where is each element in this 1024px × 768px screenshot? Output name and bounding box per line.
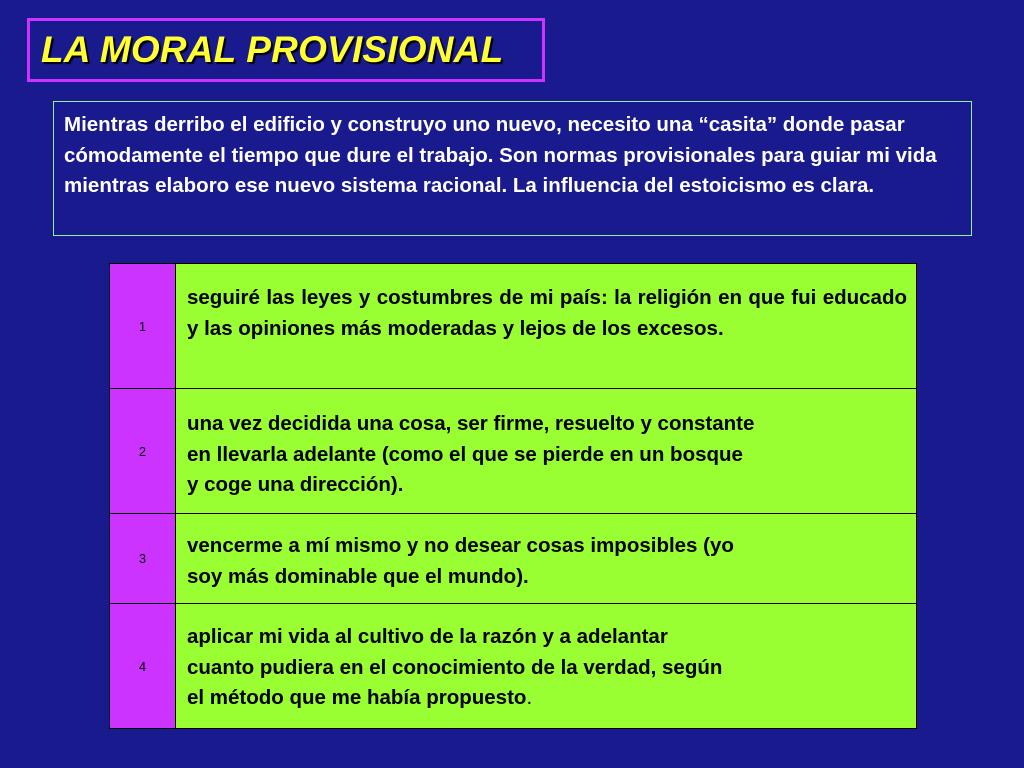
rule-number-cell	[110, 389, 176, 513]
rule-text-cell	[176, 264, 916, 388]
rule-number: 3	[138, 551, 147, 566]
rule-number-cell	[110, 264, 176, 388]
title-box	[27, 18, 545, 82]
rule-text-line: y coge una dirección).	[187, 473, 404, 496]
table-row	[110, 388, 916, 513]
rule-text-line: aplicar mi vida al cultivo de la razón y a adelantar	[187, 625, 668, 648]
rule-number: 2	[138, 443, 147, 459]
slide-title: LA MORAL PROVISIONAL	[41, 29, 504, 70]
rules-table	[109, 263, 917, 729]
rule-text-period: .	[526, 686, 533, 709]
table-row	[110, 264, 916, 388]
rule-text-line: soy más dominable que el mundo).	[187, 564, 529, 588]
rule-number-cell	[110, 514, 176, 603]
rule-text-line: cuanto pudiera en el conocimiento de la verdad, según	[187, 655, 723, 679]
intro-text: Mientras derribo el edificio y construyo uno nuevo, necesito una “casita” donde pasar cómodamente el tiempo que dure el trabajo. Son normas provisionales para guiar mi vida mientras elaboro ese nuevo sistema racional. La influencia del estoicismo es clara.	[64, 113, 937, 197]
rule-number: 4	[138, 658, 147, 674]
rule-text-cell	[176, 389, 916, 513]
rule-text-cell	[176, 514, 916, 603]
rule-text-cell	[176, 604, 916, 728]
rule-text-line: el método que me había propuesto	[187, 686, 527, 709]
intro-box	[53, 101, 972, 236]
rule-text-line: en llevarla adelante (como el que se pierde en un bosque	[187, 442, 743, 466]
rule-text-line: una vez decidida una cosa, ser firme, resuelto y constante	[187, 412, 755, 435]
rule-text-line: vencerme a mí mismo y no desear cosas imposibles (yo	[187, 534, 734, 557]
rule-text: seguiré las leyes y costumbres de mi país: la religión en que fui educado y las opiniones más moderadas y lejos de los excesos.	[187, 286, 907, 340]
table-row	[110, 603, 916, 728]
table-row	[110, 513, 916, 603]
rule-number: 1	[138, 318, 147, 334]
rule-number-cell	[110, 604, 176, 728]
